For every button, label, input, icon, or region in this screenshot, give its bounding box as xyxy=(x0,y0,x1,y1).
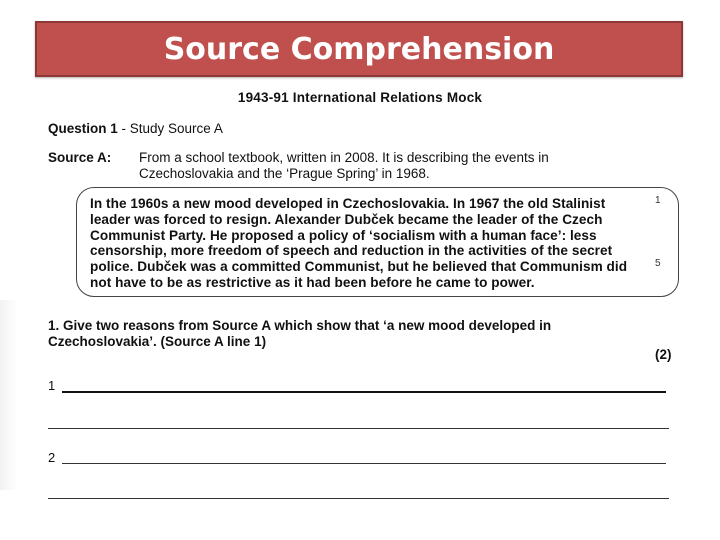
question-text: 1. Give two reasons from Source A which show that ‘a new mood developed in Czechoslovakia’. (Source A line 1) xyxy=(48,318,552,349)
source-text: In the 1960s a new mood developed in Czechoslovakia. In 1967 the old Stalinist leader was forced to resign. Alexander Dubček became the leader of the Czech Communist Party. He proposed a policy of ‘socialism with a human face’: less censorship, more freedom of speech and reduction in the activities of the secret police. Dubček was a committed Communist, but he believed that Communism did not have to be as restrictive as it had been before he came to power. xyxy=(90,196,628,290)
answer-line-1b[interactable] xyxy=(48,428,669,429)
answer-number-2: 2 xyxy=(48,450,56,465)
line-number-5: 5 xyxy=(655,258,661,269)
document-title: 1943-91 International Relations Mock xyxy=(237,90,483,105)
scan-shadow xyxy=(0,300,18,490)
question-heading-rest: - Study Source A xyxy=(117,121,223,136)
answer-number-1: 1 xyxy=(48,378,56,393)
answer-line-2b[interactable] xyxy=(48,498,669,499)
answer-line-1a[interactable] xyxy=(62,391,666,393)
question-heading xyxy=(48,121,223,136)
line-number-1: 1 xyxy=(655,195,661,206)
marks-label: (2) xyxy=(655,347,672,362)
source-description: From a school textbook, written in 2008. It is describing the events in Czechoslovakia and the ‘Prague Spring’ in 1968. xyxy=(139,150,549,181)
banner-title: Source Comprehension xyxy=(163,31,555,67)
source-label: Source A: xyxy=(48,150,112,165)
answer-line-2a[interactable] xyxy=(62,463,666,464)
title-banner xyxy=(35,21,683,77)
question-heading-label: Question 1 xyxy=(48,121,118,136)
